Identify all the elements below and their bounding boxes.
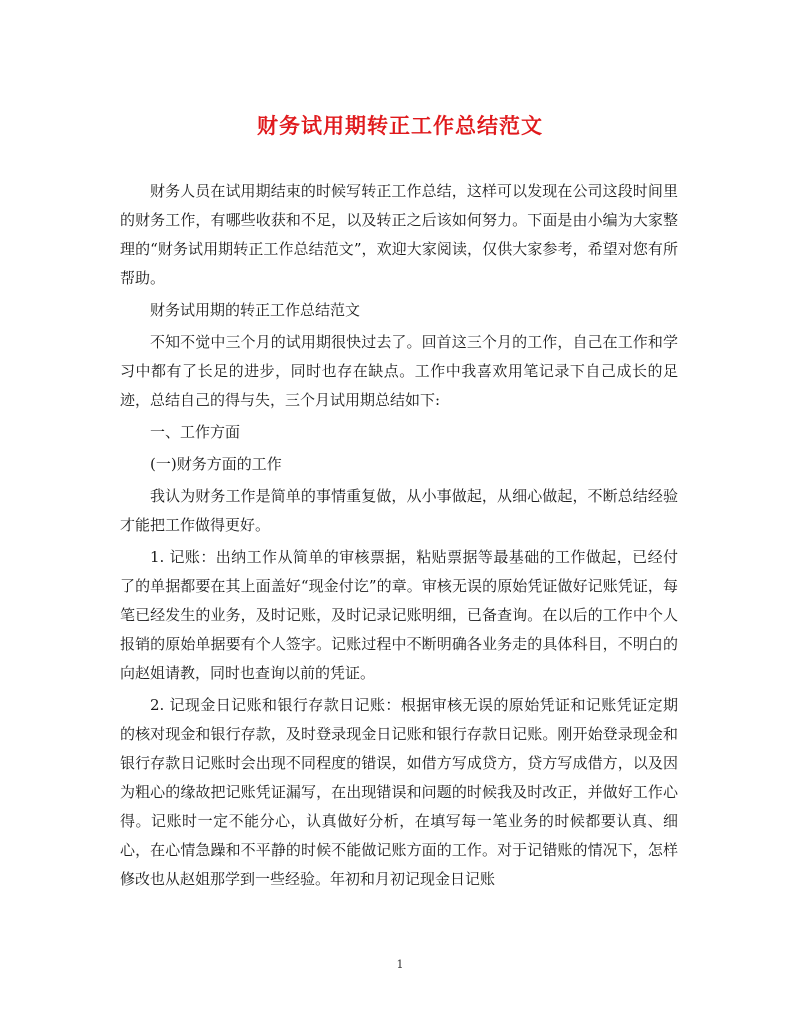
intro-paragraph: 财务人员在试用期结束的时候写转正工作总结，这样可以发现在公司这段时间里的财务工作，有哪些收获和不足，以及转正之后该如何努力。下面是由小编为大家整理的“财务试用期转正工作总结范文”，欢迎大家阅读，仅供大家参考，希望对您有所帮助。 — [120, 182, 678, 287]
subsection-heading: (一)财务方面的工作 — [150, 455, 282, 473]
body-paragraph: 不知不觉中三个月的试用期很快过去了。回首这三个月的工作，自己在工作和学习中都有了长足的进步，同时也存在缺点。工作中我喜欢用笔记录下自己成长的足迹，总结自己的得与失，三个月试用期总结如下: — [120, 333, 678, 409]
body-paragraph: 我认为财务工作是简单的事情重复做，从小事做起，从细心做起，不断总结经验才能把工作做得更好。 — [120, 487, 678, 534]
body-paragraph: 1. 记账：出纳工作从简单的审核票据，粘贴票据等最基础的工作做起，已经付了的单据都要在其上面盖好“现金付讫”的章。审核无误的原始凭证做好记账凭证，每笔已经发生的业务，及时记账，及时记录记账明细，已备查询。在以后的工作中个人报销的原始单据要有个人签字。记账过程中不断明确各业务走的具体科目，不明白的向赵姐请教，同时也查询以前的凭证。 — [120, 548, 678, 682]
page-number: 1 — [396, 958, 404, 971]
section-heading: 财务试用期的转正工作总结范文 — [150, 301, 361, 319]
document-body — [120, 177, 678, 897]
document-title: 财务试用期转正工作总结范文 — [257, 113, 543, 138]
body-paragraph: 2. 记现金日记账和银行存款日记账：根据审核无误的原始凭证和记账凭证定期的核对现金和银行存款，及时登录现金日记账和银行存款日记账。刚开始登录现金和银行存款日记账时会出现不同程度的错误，如借方写成贷方，贷方写成借方，以及因为粗心的缘故把记账凭证漏写，在出现错误和问题的时候我及时改正，并做好工作心得。记账时一定不能分心，认真做好分析，在填写每一笔业务的时候都要认真、细心，在心情急躁和不平静的时候不能做记账方面的工作。对于记错账的情况下，怎样修改也从赵姐那学到一些经验。年初和月初记现金日记账 — [120, 696, 678, 888]
section-heading: 一、工作方面 — [150, 423, 241, 441]
